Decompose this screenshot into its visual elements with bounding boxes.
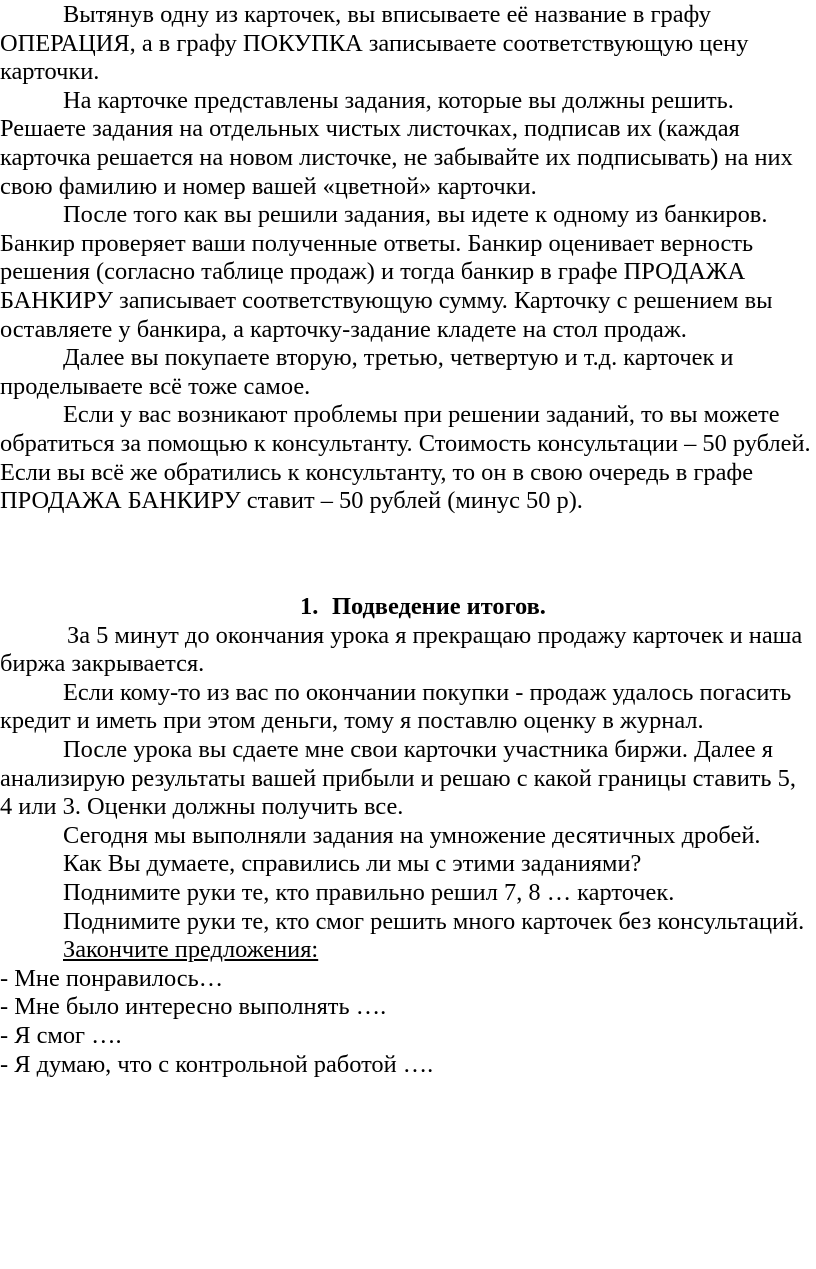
paragraph-banker-check: После того как вы решили задания, вы идете к одному из банкиров. Банкир проверяет ваши полученные ответы. Банкир оценивает верность решения (согласно таблице продаж) и тогда банкир в графе ПРОДАЖА БАНКИРУ записывает соответствующую сумму. Карточку с решением вы оставляете у банкира, а карточку-задание кладете на стол продаж. (0, 201, 773, 343)
sentence-starter: - Я смог …. (0, 1021, 122, 1049)
paragraph-next-cards: Далее вы покупаете вторую, третью, четвертую и т.д. карточек и проделываете всё тоже самое. (0, 344, 734, 400)
paragraph-exchange-closes: За 5 минут до окончания урока я прекращаю продажу карточек и наша биржа закрывается. (0, 621, 803, 678)
paragraph-today-task: Сегодня мы выполняли задания на умножение десятичных дробей. (63, 821, 761, 849)
summary-section (0, 593, 812, 1079)
paragraph-question: Как Вы думаете, справились ли мы с этими заданиями? (63, 850, 642, 878)
section-heading-title: Подведение итогов. (332, 593, 546, 620)
paragraph-grade-journal: Если кому-то из вас по окончании покупки - продаж удалось погасить кредит и иметь при этом деньги, тому я поставлю оценку в журнал. (0, 678, 792, 735)
paragraph-raise-hands-no-consult: Поднимите руки те, кто смог решить много карточек без консультаций. (63, 907, 805, 935)
prompt-label-text: Закончите предложения: (63, 936, 319, 964)
section-heading-number: 1. (300, 593, 319, 620)
instructions-section (0, 1, 812, 516)
paragraph-raise-hands-correct: Поднимите руки те, кто правильно решил 7, 8 … карточек. (63, 878, 675, 906)
paragraph-card-operation: Вытянув одну из карточек, вы вписываете её название в графу ОПЕРАЦИЯ, а в графу ПОКУПКА записываете соответствующую цену карточки. (0, 1, 749, 86)
paragraph-card-tasks: На карточке представлены задания, которые вы должны решить. Решаете задания на отдельных чистых листочках, подписав их (каждая карточка решается на новом листочке, не забывайте их подписывать) на них свою фамилию и номер вашей «цветной» карточки. (0, 86, 793, 200)
sentence-starter: - Мне было интересно выполнять …. (0, 993, 387, 1021)
paragraph-consultant: Если у вас возникают проблемы при решении заданий, то вы можете обратиться за помощью к консультанту. Стоимость консультации – 50 рублей. Если вы всё же обратились к консультанту, то он в свою очередь в графе ПРОДАЖА БАНКИРУ ставит – 50 рублей (минус 50 р). (0, 401, 811, 515)
section-heading (0, 593, 812, 622)
paragraph-submit-cards: После урока вы сдаете мне свои карточки участника биржи. Далее я анализирую результаты вашей прибыли и решаю с какой границы ставить 5, 4 или 3. Оценки должны получить все. (0, 735, 796, 821)
sentence-starter: - Мне понравилось… (0, 964, 224, 992)
sentence-starter: - Я думаю, что с контрольной работой …. (0, 1050, 434, 1078)
prompt-label (0, 936, 812, 965)
